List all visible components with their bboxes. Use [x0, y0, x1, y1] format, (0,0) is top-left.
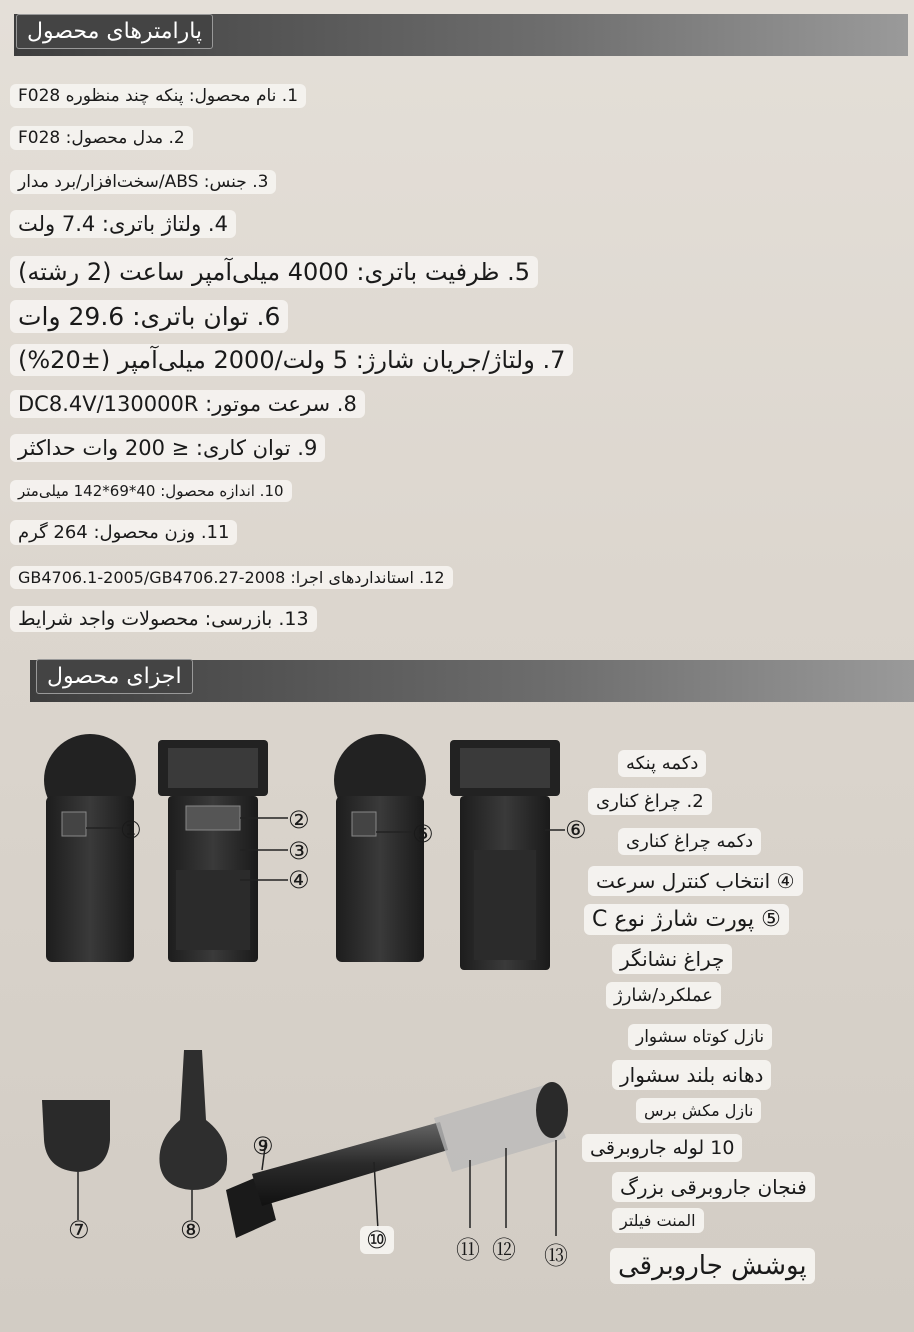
device-rear-view — [450, 740, 565, 970]
callout-1: ① — [120, 816, 142, 844]
callout-10: ⑩ — [360, 1226, 394, 1254]
params-section-title: پارامترهای محصول — [16, 14, 213, 49]
callout-7: ⑦ — [68, 1216, 90, 1244]
param-item-6: 6. توان باتری: 29.6 وات — [10, 300, 288, 333]
param-item-7: 7. ولتاژ/جریان شارژ: 5 ولت/2000 میلی‌آمپر (±20%) — [10, 344, 573, 376]
param-item-9: 9. توان کاری: ≤ 200 وات حداکثر — [10, 434, 325, 462]
callout-3: ③ — [288, 837, 310, 865]
part-label-12: المنت فیلتر — [612, 1208, 704, 1233]
part-label-11: فنجان جاروبرقی بزرگ — [612, 1172, 815, 1202]
part-label-9: نازل مکش برس — [636, 1098, 761, 1123]
part-label-4: ④ انتخاب کنترل سرعت — [588, 866, 803, 896]
part-label-5: ⑤ پورت شارژ نوع C — [584, 904, 789, 935]
part-label-6: چراغ نشانگر — [612, 944, 732, 974]
param-item-12: 12. استانداردهای اجرا: GB4706.1-2005/GB4706.27-2008 — [10, 566, 453, 589]
param-item-2: 2. مدل محصول: F028 — [10, 126, 193, 150]
part-label-1: دکمه پنکه — [618, 750, 706, 777]
param-item-4: 4. ولتاژ باتری: 7.4 ولت — [10, 210, 236, 238]
callout-13: ⑬ — [544, 1242, 568, 1270]
callout-6: ⑥ — [565, 816, 587, 844]
param-item-5: 5. ظرفیت باتری: 4000 میلی‌آمپر ساعت (2 رشته) — [10, 256, 538, 288]
callout-5: ⑤ — [412, 820, 434, 848]
part-label-2: 2. چراغ کناری — [588, 788, 712, 815]
parts-section-title: اجزای محصول — [36, 659, 193, 694]
callout-12: ⑫ — [492, 1236, 516, 1264]
param-item-10: 10. اندازه محصول: 40*69*142 میلی‌متر — [10, 480, 292, 502]
param-item-13: 13. بازرسی: محصولات واجد شرایط — [10, 606, 317, 632]
param-item-11: 11. وزن محصول: 264 گرم — [10, 520, 237, 545]
part-label-8: دهانه بلند سشوار — [612, 1060, 771, 1090]
part-label-13: پوشش جاروبرقی — [610, 1248, 815, 1284]
param-item-1: 1. نام محصول: پنکه چند منظوره F028 — [10, 84, 306, 108]
long-nozzle-part — [159, 1050, 227, 1220]
part-label-6b: عملکرد/شارژ — [606, 982, 721, 1009]
part-label-7: نازل کوتاه سشوار — [628, 1024, 772, 1050]
vacuum-assembly — [226, 1082, 568, 1238]
short-nozzle-part — [42, 1100, 110, 1220]
callout-11: ⑪ — [456, 1236, 480, 1264]
part-label-10: 10 لوله جاروبرقی — [582, 1134, 742, 1162]
callout-8: ⑧ — [180, 1216, 202, 1244]
callout-2: ② — [288, 806, 310, 834]
callout-4: ④ — [288, 866, 310, 894]
callout-9: ⑨ — [252, 1132, 274, 1160]
part-label-3: دکمه چراغ کناری — [618, 828, 761, 855]
device-front-view — [44, 734, 136, 962]
device-side-view — [158, 740, 288, 962]
param-item-3: 3. جنس: ABS/سخت‌افزار/برد مدار — [10, 170, 276, 194]
param-item-8: 8. سرعت موتور: DC8.4V/130000R — [10, 390, 365, 418]
device-back-view — [334, 734, 426, 962]
